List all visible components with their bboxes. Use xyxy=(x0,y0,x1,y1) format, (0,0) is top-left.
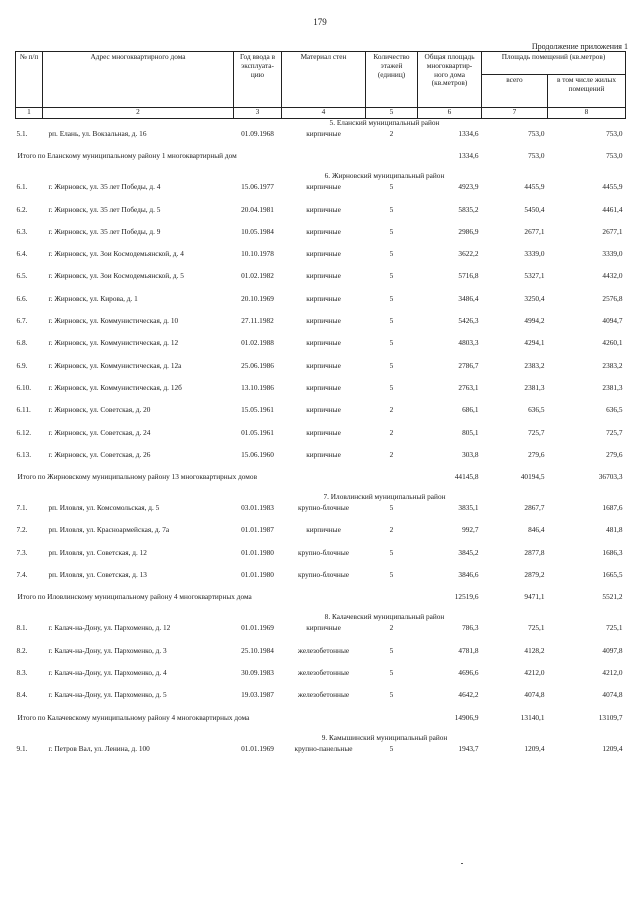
floors-cell: 2 xyxy=(389,427,394,437)
row-number-cell: 6.1. xyxy=(16,182,28,192)
row-number-cell: 6.9. xyxy=(16,360,28,370)
district-section-title: 5. Еланский муниципальный район xyxy=(329,118,440,127)
address-cell: г. Жирновск, ул. Советская, д. 26 xyxy=(48,449,151,459)
column-number: 4 xyxy=(282,108,366,119)
premises-all-cell: 2867,7 xyxy=(524,503,545,513)
premises-living-cell: 4432,0 xyxy=(602,271,623,281)
header-col-premises-area: Площадь помещений (кв.метров) xyxy=(482,52,626,75)
floors-cell: 5 xyxy=(389,271,394,281)
address-cell: г. Жирновск, ул. Советская, д. 20 xyxy=(48,405,151,415)
premises-living-cell: 1686,3 xyxy=(602,547,623,557)
premises-all-cell: 3339,0 xyxy=(524,249,545,259)
premises-living-cell: 725,7 xyxy=(606,427,623,437)
building-row xyxy=(16,272,626,294)
wall-material-cell: кирпичные xyxy=(306,204,341,214)
premises-living-cell: 1687,6 xyxy=(602,503,623,513)
total-area-cell: 3486,4 xyxy=(458,293,479,303)
premises-living-cell: 2576,8 xyxy=(602,293,623,303)
district-section-title: 6. Жирновский муниципальный район xyxy=(324,171,445,181)
year-cell: 19.03.1987 xyxy=(241,690,274,700)
total-label: Итого по Еланскому муниципальному району 1 многоквартирный дом xyxy=(17,151,237,161)
floors-cell: 2 xyxy=(389,449,394,459)
page-number: 179 xyxy=(313,17,327,27)
address-cell: рп. Иловля, ул. Советская, д. 12 xyxy=(48,547,147,557)
floors-cell: 5 xyxy=(389,382,394,392)
wall-material-cell: кирпичные xyxy=(306,338,341,348)
district-total-row xyxy=(16,593,626,613)
total-area-cell: 1943,7 xyxy=(458,743,479,753)
building-row xyxy=(16,339,626,361)
building-row xyxy=(16,206,626,228)
premises-living-cell: 4074,8 xyxy=(602,690,623,700)
total-area-cell: 5716,8 xyxy=(458,271,479,281)
address-cell: рп. Иловля, ул. Красноармейская, д. 7а xyxy=(48,525,170,535)
row-number-cell: 6.5. xyxy=(16,271,28,281)
address-cell: г. Петров Вал, ул. Ленина, д. 100 xyxy=(48,743,150,753)
building-row xyxy=(16,183,626,205)
premises-living-cell: 4455,9 xyxy=(602,182,623,192)
wall-material-cell: кирпичные xyxy=(306,382,341,392)
address-cell: г. Жирновск, ул. Зои Космодемьянской, д. 4 xyxy=(48,249,184,259)
column-number: 2 xyxy=(43,108,234,119)
year-cell: 03.01.1983 xyxy=(241,503,274,513)
premises-all-cell: 4074,8 xyxy=(524,690,545,700)
premises-all-cell: 4994,2 xyxy=(524,316,545,326)
column-number: 1 xyxy=(16,108,43,119)
building-row xyxy=(16,429,626,451)
year-cell: 15.06.1977 xyxy=(241,182,274,192)
premises-all-cell: 2877,8 xyxy=(524,547,545,557)
year-cell: 10.05.1984 xyxy=(241,226,274,236)
floors-cell: 5 xyxy=(389,547,394,557)
row-number-cell: 9.1. xyxy=(16,743,28,753)
premises-living-cell: 36703,3 xyxy=(598,472,623,482)
total-area-cell: 992,7 xyxy=(462,525,479,535)
address-cell: рп. Иловля, ул. Советская, д. 13 xyxy=(48,570,147,580)
address-cell: г. Жирновск, ул. Коммунистическая, д. 10 xyxy=(48,316,179,326)
floors-cell: 5 xyxy=(389,667,394,677)
building-row xyxy=(16,317,626,339)
address-cell: г. Калач-на-Дону, ул. Пархоменко, д. 12 xyxy=(48,623,171,633)
column-number: 8 xyxy=(548,108,626,119)
header-col-premises-all: всего xyxy=(482,75,548,108)
row-number-cell: 8.3. xyxy=(16,667,28,677)
wall-material-cell: кирпичные xyxy=(306,226,341,236)
premises-all-cell: 40194,5 xyxy=(520,472,545,482)
total-area-cell: 786,3 xyxy=(462,623,479,633)
address-cell: г. Жирновск, ул. 35 лет Победы, д. 4 xyxy=(48,182,161,192)
year-cell: 10.10.1978 xyxy=(241,249,274,259)
premises-living-cell: 1665,5 xyxy=(602,570,623,580)
district-section-row xyxy=(16,734,626,745)
row-number-cell: 6.3. xyxy=(16,226,28,236)
row-number-cell: 8.1. xyxy=(16,623,28,633)
building-row xyxy=(16,669,626,691)
floors-cell: 5 xyxy=(389,503,394,513)
address-cell: г. Калач-на-Дону, ул. Пархоменко, д. 3 xyxy=(48,645,167,655)
building-row xyxy=(16,691,626,713)
building-row xyxy=(16,130,626,152)
wall-material-cell: кирпичные xyxy=(306,316,341,326)
premises-all-cell: 753,0 xyxy=(528,129,545,138)
address-cell: г. Жирновск, ул. Коммунистическая, д. 12б xyxy=(48,382,182,392)
premises-all-cell: 4128,2 xyxy=(524,645,545,655)
total-area-cell: 303,8 xyxy=(462,449,479,459)
total-area-cell: 1334,6 xyxy=(458,151,479,161)
wall-material-cell: кирпичные xyxy=(306,271,341,281)
district-section-title: 9. Камышинский муниципальный район xyxy=(321,732,448,742)
building-row xyxy=(16,526,626,548)
row-number-cell: 5.1. xyxy=(16,129,28,138)
table-body xyxy=(16,119,626,767)
row-number-cell: 7.2. xyxy=(16,525,28,535)
year-cell: 30.09.1983 xyxy=(241,667,274,677)
address-cell: рп. Елань, ул. Вокзальная, д. 16 xyxy=(48,129,147,138)
header-col-year: Год ввода в эксплуата-цию xyxy=(234,52,282,108)
wall-material-cell: кирпичные xyxy=(306,623,341,633)
row-number-cell: 8.4. xyxy=(16,690,28,700)
premises-all-cell: 2677,1 xyxy=(524,226,545,236)
floors-cell: 5 xyxy=(389,743,394,753)
floors-cell: 2 xyxy=(389,623,394,633)
year-cell: 01.01.1969 xyxy=(241,623,274,633)
wall-material-cell: кирпичные xyxy=(306,427,341,437)
year-cell: 01.01.1969 xyxy=(241,743,274,753)
row-number-cell: 6.4. xyxy=(16,249,28,259)
premises-all-cell: 13140,1 xyxy=(520,712,545,722)
row-number-cell: 6.7. xyxy=(16,316,28,326)
total-area-cell: 2786,7 xyxy=(458,360,479,370)
building-row xyxy=(16,624,626,646)
year-cell: 01.01.1980 xyxy=(241,570,274,580)
column-number: 6 xyxy=(418,108,482,119)
floors-cell: 5 xyxy=(389,316,394,326)
total-area-cell: 805,1 xyxy=(462,427,479,437)
row-number-cell: 6.10. xyxy=(16,382,32,392)
year-cell: 01.02.1988 xyxy=(241,338,274,348)
row-number-cell: 6.8. xyxy=(16,338,28,348)
premises-living-cell: 753,0 xyxy=(606,129,623,138)
district-section-title: 8. Калачевский муниципальный район xyxy=(324,612,445,622)
total-label: Итого по Иловлинскому муниципальному району 4 многоквартирных дома xyxy=(17,592,252,602)
district-section-title: 7. Иловлинский муниципальный район xyxy=(323,492,446,502)
premises-all-cell: 636,5 xyxy=(528,405,545,415)
buildings-table xyxy=(15,51,626,767)
total-area-cell: 5426,3 xyxy=(458,316,479,326)
floors-cell: 5 xyxy=(389,249,394,259)
header-col-number: № п/п xyxy=(16,52,43,108)
district-total-row xyxy=(16,714,626,734)
premises-all-cell: 2879,2 xyxy=(524,570,545,580)
row-number-cell: 7.4. xyxy=(16,570,28,580)
building-row xyxy=(16,571,626,593)
address-cell: г. Жирновск, ул. Зои Космодемьянской, д. 5 xyxy=(48,271,184,281)
total-area-cell: 4642,2 xyxy=(458,690,479,700)
floors-cell: 2 xyxy=(389,525,394,535)
total-area-cell: 4923,9 xyxy=(458,182,479,192)
floors-cell: 5 xyxy=(389,690,394,700)
wall-material-cell: железобетонные xyxy=(297,690,350,700)
address-cell: г. Калач-на-Дону, ул. Пархоменко, д. 4 xyxy=(48,667,167,677)
premises-living-cell: 2677,1 xyxy=(602,226,623,236)
premises-living-cell: 4461,4 xyxy=(602,204,623,214)
year-cell: 25.06.1986 xyxy=(241,360,274,370)
total-area-cell: 5835,2 xyxy=(458,204,479,214)
address-cell: г. Жирновск, ул. Кирова, д. 1 xyxy=(48,293,138,303)
premises-living-cell: 13109,7 xyxy=(598,712,623,722)
row-number-cell: 7.1. xyxy=(16,503,28,513)
premises-living-cell: 5521,2 xyxy=(602,592,623,602)
premises-living-cell: 636,5 xyxy=(606,405,623,415)
wall-material-cell: крупно-панельные xyxy=(294,743,353,753)
header-col-wall: Материал стен xyxy=(282,52,366,108)
building-row xyxy=(16,250,626,272)
header-column-numbers xyxy=(16,108,626,119)
district-total-row xyxy=(16,473,626,493)
building-row xyxy=(16,451,626,473)
scan-speck xyxy=(461,863,463,864)
premises-all-cell: 1209,4 xyxy=(524,743,545,753)
header-col-address: Адрес многоквартирного дома xyxy=(43,52,234,108)
building-row xyxy=(16,228,626,250)
total-area-cell: 14906,9 xyxy=(454,712,479,722)
wall-material-cell: кирпичные xyxy=(306,129,341,138)
building-row xyxy=(16,549,626,571)
header-col-total-area: Общая площадь многоквартир-ного дома (кв.метров) xyxy=(418,52,482,108)
row-number-cell: 6.12. xyxy=(16,427,32,437)
building-row xyxy=(16,406,626,428)
premises-all-cell: 2383,2 xyxy=(524,360,545,370)
row-number-cell: 7.3. xyxy=(16,547,28,557)
floors-cell: 5 xyxy=(389,226,394,236)
premises-living-cell: 2383,2 xyxy=(602,360,623,370)
address-cell: г. Жирновск, ул. 35 лет Победы, д. 9 xyxy=(48,226,161,236)
address-cell: г. Калач-на-Дону, ул. Пархоменко, д. 5 xyxy=(48,690,167,700)
year-cell: 15.05.1961 xyxy=(241,405,274,415)
wall-material-cell: кирпичные xyxy=(306,449,341,459)
total-area-cell: 1334,6 xyxy=(458,129,479,138)
wall-material-cell: крупно-блочные xyxy=(298,547,349,557)
column-number: 7 xyxy=(482,108,548,119)
building-row xyxy=(16,745,626,767)
premises-living-cell: 4097,8 xyxy=(602,645,623,655)
total-area-cell: 12519,6 xyxy=(454,592,479,602)
year-cell: 13.10.1986 xyxy=(241,382,274,392)
column-number: 5 xyxy=(366,108,418,119)
premises-all-cell: 725,1 xyxy=(528,623,545,633)
year-cell: 25.10.1984 xyxy=(241,645,274,655)
building-row xyxy=(16,384,626,406)
total-area-cell: 3846,6 xyxy=(458,570,479,580)
premises-living-cell: 753,0 xyxy=(606,151,623,161)
wall-material-cell: крупно-блочные xyxy=(298,503,349,513)
year-cell: 15.06.1960 xyxy=(241,449,274,459)
floors-cell: 5 xyxy=(389,204,394,214)
premises-all-cell: 279,6 xyxy=(528,449,545,459)
year-cell: 01.01.1980 xyxy=(241,547,274,557)
premises-living-cell: 481,8 xyxy=(606,525,623,535)
floors-cell: 5 xyxy=(389,338,394,348)
continuation-caption: Продолжение приложения 1 xyxy=(531,42,628,51)
floors-cell: 5 xyxy=(389,645,394,655)
wall-material-cell: железобетонные xyxy=(297,667,350,677)
premises-living-cell: 725,1 xyxy=(606,623,623,633)
year-cell: 20.04.1981 xyxy=(241,204,274,214)
address-cell: г. Жирновск, ул. 35 лет Победы, д. 5 xyxy=(48,204,161,214)
premises-living-cell: 279,6 xyxy=(606,449,623,459)
year-cell: 27.11.1982 xyxy=(241,316,274,326)
header-col-floors: Количество этажей (единиц) xyxy=(366,52,418,108)
premises-living-cell: 2381,3 xyxy=(602,382,623,392)
premises-living-cell: 3339,0 xyxy=(602,249,623,259)
total-area-cell: 686,1 xyxy=(462,405,479,415)
row-number-cell: 6.11. xyxy=(16,405,31,415)
premises-living-cell: 1209,4 xyxy=(602,743,623,753)
floors-cell: 5 xyxy=(389,293,394,303)
premises-all-cell: 4212,0 xyxy=(524,667,545,677)
total-area-cell: 44145,8 xyxy=(454,472,479,482)
premises-all-cell: 753,0 xyxy=(528,151,545,161)
row-number-cell: 6.6. xyxy=(16,293,28,303)
year-cell: 01.02.1982 xyxy=(241,271,274,281)
premises-living-cell: 4094,7 xyxy=(602,316,623,326)
premises-all-cell: 725,7 xyxy=(528,427,545,437)
address-cell: г. Жирновск, ул. Коммунистическая, д. 12 xyxy=(48,338,179,348)
floors-cell: 5 xyxy=(389,360,394,370)
header-col-premises-living: в том числе жилых помещений xyxy=(548,75,626,108)
total-area-cell: 4696,6 xyxy=(458,667,479,677)
total-label: Итого по Жирновскому муниципальному району 13 многоквартирных домов xyxy=(17,472,258,482)
total-label: Итого по Калачевскому муниципальному району 4 многоквартирных дома xyxy=(17,712,250,722)
premises-all-cell: 5327,1 xyxy=(524,271,545,281)
wall-material-cell: кирпичные xyxy=(306,293,341,303)
premises-all-cell: 3250,4 xyxy=(524,293,545,303)
total-area-cell: 2763,1 xyxy=(458,382,479,392)
row-number-cell: 8.2. xyxy=(16,645,28,655)
wall-material-cell: железобетонные xyxy=(297,645,350,655)
building-row xyxy=(16,504,626,526)
total-area-cell: 3622,2 xyxy=(458,249,479,259)
year-cell: 20.10.1969 xyxy=(241,293,274,303)
address-cell: г. Жирновск, ул. Советская, д. 24 xyxy=(48,427,151,437)
total-area-cell: 4803,3 xyxy=(458,338,479,348)
premises-all-cell: 846,4 xyxy=(528,525,545,535)
premises-all-cell: 2381,3 xyxy=(524,382,545,392)
table-header xyxy=(16,52,626,119)
floors-cell: 2 xyxy=(389,405,394,415)
premises-living-cell: 4260,1 xyxy=(602,338,623,348)
wall-material-cell: крупно-блочные xyxy=(298,570,349,580)
wall-material-cell: кирпичные xyxy=(306,360,341,370)
year-cell: 01.05.1961 xyxy=(241,427,274,437)
building-row xyxy=(16,295,626,317)
building-row xyxy=(16,362,626,384)
premises-all-cell: 9471,1 xyxy=(524,592,545,602)
row-number-cell: 6.13. xyxy=(16,449,32,459)
year-cell: 01.01.1987 xyxy=(241,525,274,535)
building-row xyxy=(16,647,626,669)
total-area-cell: 3835,1 xyxy=(458,503,479,513)
premises-all-cell: 5450,4 xyxy=(524,204,545,214)
address-cell: рп. Иловля, ул. Комсомольская, д. 5 xyxy=(48,503,160,513)
premises-living-cell: 4212,0 xyxy=(602,667,623,677)
wall-material-cell: кирпичные xyxy=(306,405,341,415)
year-cell: 01.09.1968 xyxy=(241,129,274,138)
total-area-cell: 3845,2 xyxy=(458,547,479,557)
wall-material-cell: кирпичные xyxy=(306,525,341,535)
total-area-cell: 2986,9 xyxy=(458,226,479,236)
floors-cell: 2 xyxy=(389,129,394,138)
total-area-cell: 4781,8 xyxy=(458,645,479,655)
floors-cell: 5 xyxy=(389,182,394,192)
wall-material-cell: кирпичные xyxy=(306,182,341,192)
row-number-cell: 6.2. xyxy=(16,204,28,214)
floors-cell: 5 xyxy=(389,570,394,580)
address-cell: г. Жирновск, ул. Коммунистическая, д. 12а xyxy=(48,360,182,370)
wall-material-cell: кирпичные xyxy=(306,249,341,259)
premises-all-cell: 4455,9 xyxy=(524,182,545,192)
premises-all-cell: 4294,1 xyxy=(524,338,545,348)
column-number: 3 xyxy=(234,108,282,119)
district-total-row xyxy=(16,152,626,172)
